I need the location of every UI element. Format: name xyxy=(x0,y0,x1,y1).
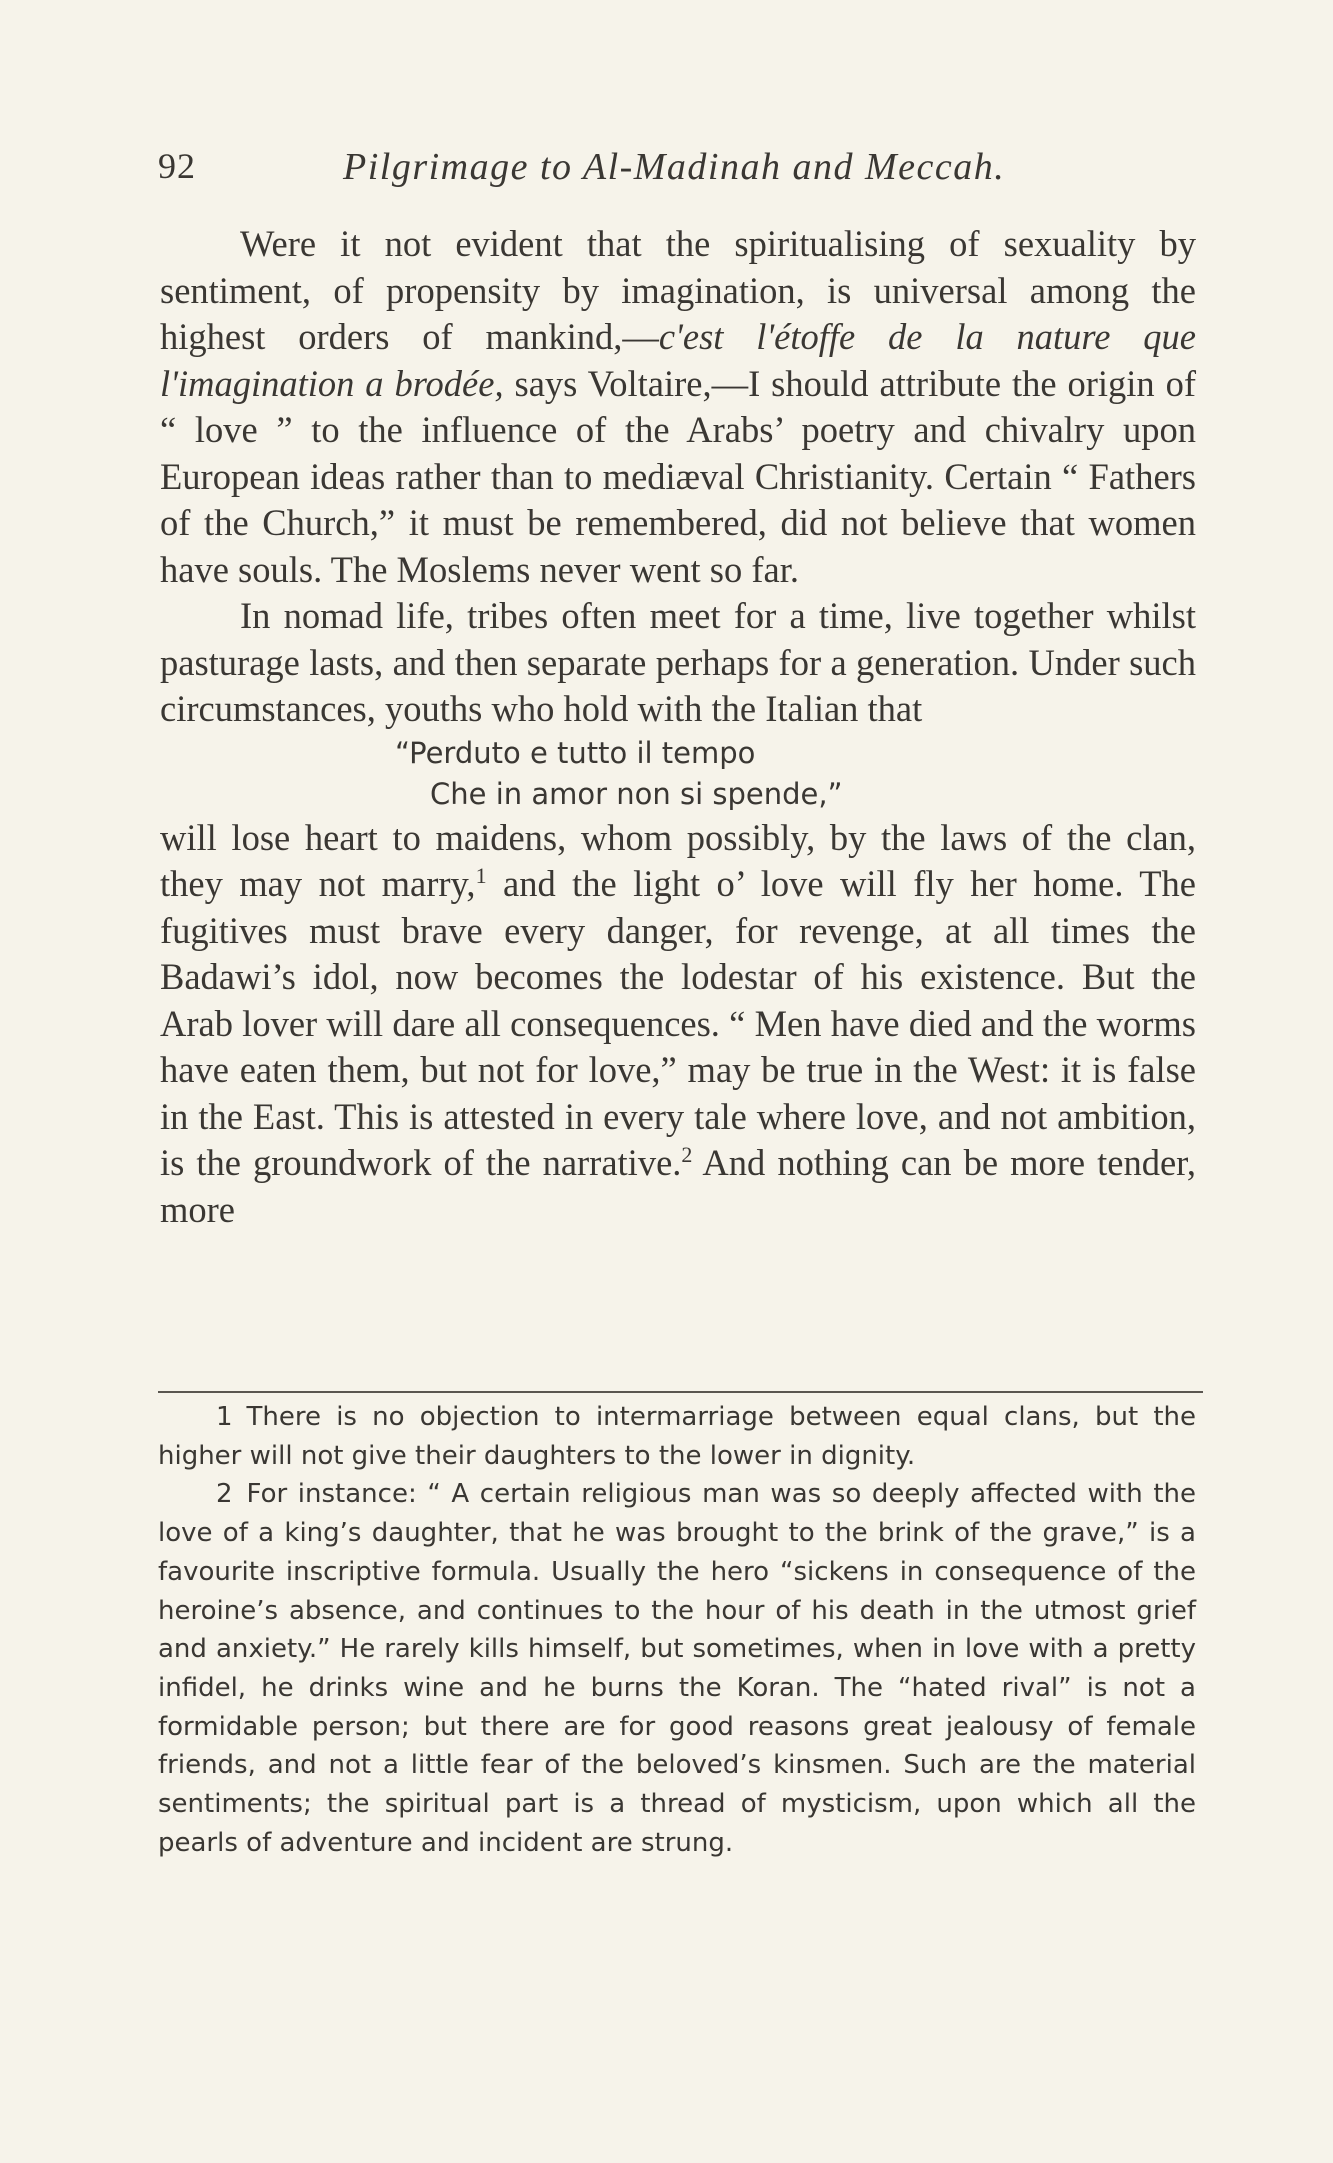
main-text xyxy=(160,221,1196,1233)
page-number: 92 xyxy=(158,146,196,186)
running-title: Pilgrimage to Al-Madinah and Meccah. xyxy=(343,146,1006,188)
footnote-divider xyxy=(158,1391,1203,1393)
voltaire-quote: c'est l'étoffe de la nature que l'imagination a brodée, xyxy=(160,316,1196,404)
verse-line-1: “Perduto e tutto il tempo xyxy=(395,735,756,770)
footnote-2-number: 2 xyxy=(216,1479,233,1510)
paragraph-2-continued xyxy=(160,815,1196,1234)
footnote-1-number: 1 xyxy=(216,1402,233,1432)
paragraph-1-text-b: says Voltaire,—I should attribute the origin of “ love ” to the influence of the Arabs’ poetry and chivalry upon European ideas rather than to mediæval Christianity. Certain “ Fathers of the Church,” it must be remembered, did not believe that women have souls. The Moslems never went so far. xyxy=(160,362,1196,590)
footnote-2-text: : “ A certain religious man was so deeply affected with the love of a king’s daughter, that he was brought to the brink of the grave,” is a favourite inscriptive formula. Usually the hero “sickens in consequence of the heroine’s absence, and continues to the hour of his death in the utmost grief and anxiety.” He rarely kills himself, but sometimes, when in love with a pretty infidel, he drinks wine and he burns the Koran. The “hated rival” is not a formidable person; but there are for good reasons great jealousy of female friends, and not a little fear of the beloved’s kinsmen. Such are the material sentiments; the spiritual part is a thread of mysticism, upon which all the pearls of adventure and incident are strung. xyxy=(158,1479,1196,1858)
footnotes xyxy=(158,1398,1196,1862)
footnote-reference-1[interactable]: 1 xyxy=(475,862,487,888)
footnote-1 xyxy=(158,1398,1196,1475)
paragraph-1 xyxy=(160,221,1196,593)
verse-line-2: Che in amor non si spende,” xyxy=(430,776,843,811)
footnote-reference-2[interactable]: 2 xyxy=(681,1141,693,1167)
paragraph-2-text-b: and the light o’ love will fly her home. The fugitives must brave every danger, for revenge, at all times the Badawi’s idol, now becomes the lodestar of his existence. But the Arab lover will dare all consequences. “ Men have died and the worms have eaten them, but not for love,” may be true in the West: it is false in the East. This is attested in every tale where love, and not ambition, is the groundwork of the narrative. xyxy=(160,863,1196,1183)
page-header xyxy=(158,135,1198,195)
paragraph-2-text-c: And nothing can be more tender, more xyxy=(160,1142,1196,1230)
footnote-2-lead: For instance xyxy=(246,1479,408,1510)
paragraph-1-text-a: Were it not evident that the spiritualising of sexuality by sentiment, of propensity by imagination, is universal among the highest orders of mankind,— xyxy=(160,223,1196,357)
paragraph-2-intro: In nomad life, tribes often meet for a time, live together whilst pasturage lasts, and then separate perhaps for a generation. Under such circumstances, youths who hold with the Italian that xyxy=(160,595,1196,729)
paragraph-2 xyxy=(160,593,1196,733)
paragraph-2-text-a: will lose heart to maidens, whom possibly, by the laws of the clan, they may not marry, xyxy=(160,816,1196,904)
verse-quote xyxy=(160,733,1196,815)
footnote-1-text: There is no objection to intermarriage between equal clans, but the higher will not give their daughters to the lower in dignity. xyxy=(158,1402,1196,1471)
footnote-2 xyxy=(158,1475,1196,1862)
